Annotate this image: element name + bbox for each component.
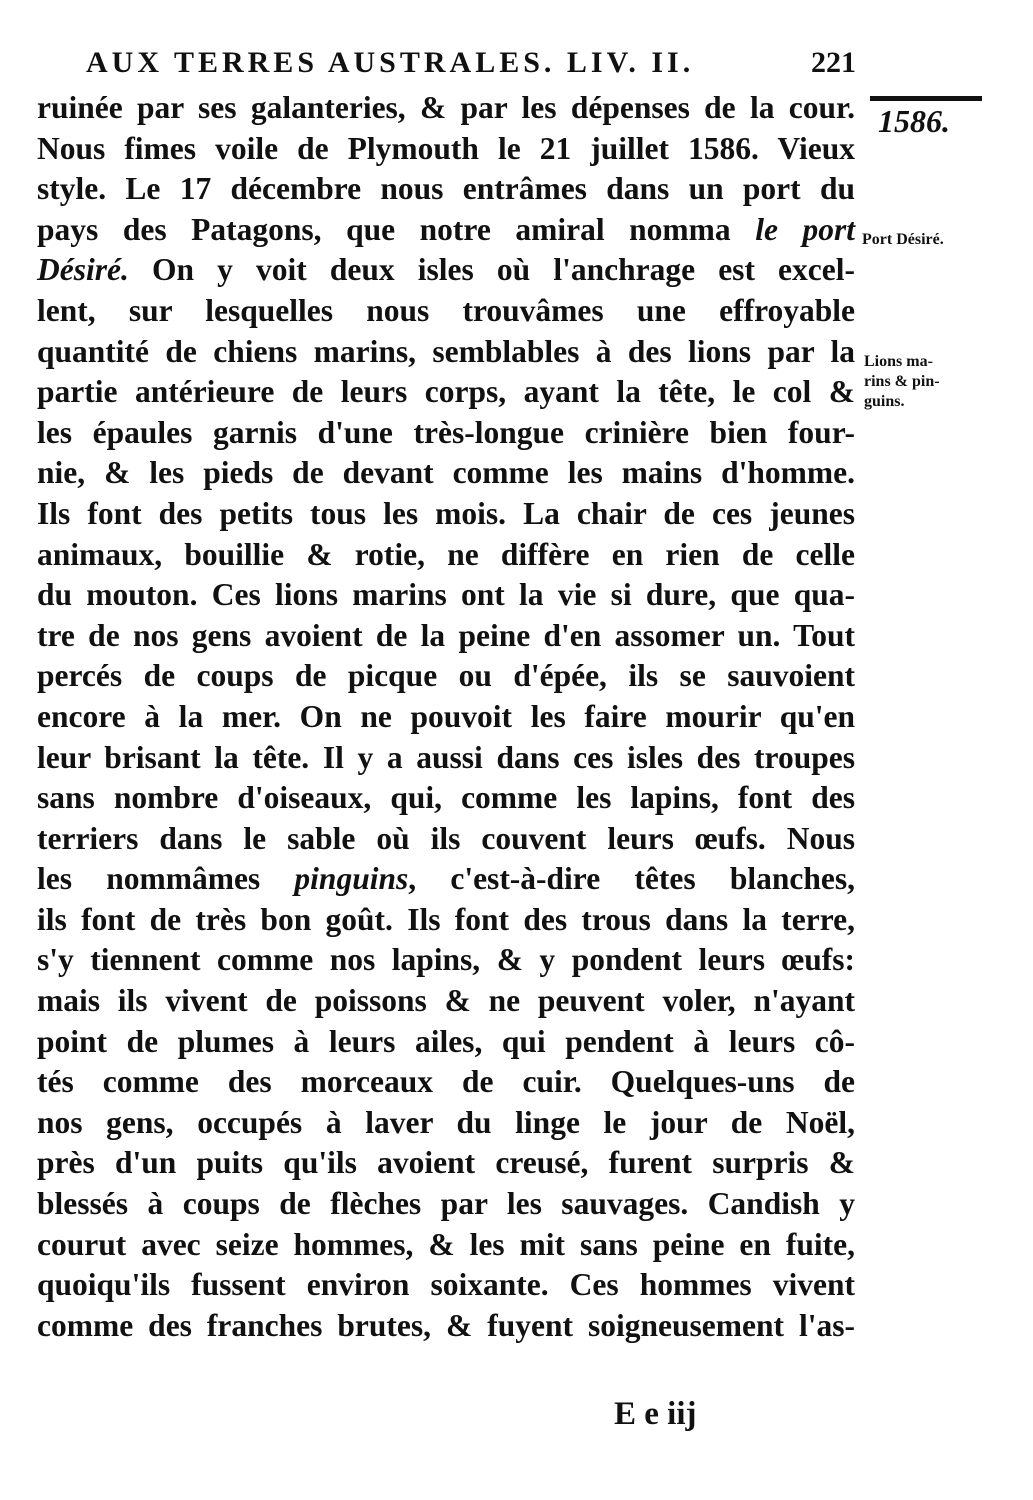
text-line: ruinée par ses galanteries, & par les dépenses de la cour.	[37, 90, 855, 125]
text-line: point de plumes à leurs ailes, qui pendent à leurs cô-	[37, 1023, 855, 1059]
running-header	[86, 46, 856, 88]
text-line: pays des Patagons, que notre amiral nomma le port	[37, 211, 855, 247]
text-line: ils font de très bon goût. Ils font des trous dans la terre,	[37, 901, 855, 937]
text-line: les épaules garnis d'une très-longue crinière bien four-	[37, 414, 855, 450]
text-line: s'y tiennent comme nos lapins, & y pondent leurs œufs:	[37, 942, 855, 978]
text-line: animaux, bouillie & rotie, ne diffère en rien de celle	[37, 536, 855, 572]
margin-note-lions-line: guins.	[864, 393, 905, 410]
text-line: sans nombre d'oiseaux, qui, comme les lapins, font des	[37, 780, 855, 816]
text-line: quantité de chiens marins, semblables à des lions par la	[37, 333, 855, 369]
text-line: terriers dans le sable où ils couvent leurs œufs. Nous	[37, 820, 855, 856]
margin-note-lions	[864, 352, 984, 412]
page-number: 221	[811, 46, 856, 79]
margin-note-port: Port Désiré.	[862, 231, 944, 248]
text-line: près d'un puits qu'ils avoient creusé, furent surpris &	[37, 1145, 855, 1181]
text-line: lent, sur lesquelles nous trouvâmes une effroyable	[37, 292, 855, 328]
text-line: leur brisant la tête. Il y a aussi dans ces isles des troupes	[37, 739, 855, 775]
text-line: comme des franches brutes, & fuyent soigneusement l'as-	[37, 1307, 855, 1343]
text-line: tés comme des morceaux de cuir. Quelques-uns de	[37, 1064, 855, 1100]
year-rule	[870, 96, 982, 101]
body-text	[37, 88, 855, 1346]
text-line: percés de coups de picque ou d'épée, ils se sauvoient	[37, 658, 855, 694]
signature-mark: E e iij	[614, 1396, 697, 1432]
text-line: Ils font des petits tous les mois. La chair de ces jeunes	[37, 495, 855, 531]
text-line: les nommâmes pinguins, c'est-à-dire têtes blanches,	[37, 861, 855, 897]
running-title: AUX TERRES AUSTRALES. LIV. II.	[86, 46, 695, 79]
text-line: partie antérieure de leurs corps, ayant la tête, le col &	[37, 374, 855, 410]
text-line: Désiré. On y voit deux isles où l'anchrage est excel-	[37, 252, 855, 288]
text-line: courut avec seize hommes, & les mit sans peine en fuite,	[37, 1226, 855, 1262]
text-line: encore à la mer. On ne pouvoit les faire mourir qu'en	[37, 698, 855, 734]
text-line: style. Le 17 décembre nous entrâmes dans un port du	[37, 171, 855, 207]
text-line: quoiqu'ils fussent environ soixante. Ces hommes vivent	[37, 1267, 855, 1303]
text-line: mais ils vivent de poissons & ne peuvent voler, n'ayant	[37, 983, 855, 1019]
text-line: tre de nos gens avoient de la peine d'en assomer un. Tout	[37, 617, 855, 653]
text-line: nos gens, occupés à laver du linge le jour de Noël,	[37, 1104, 855, 1140]
text-line: blessés à coups de flèches par les sauvages. Candish y	[37, 1186, 855, 1222]
text-line: Nous fimes voile de Plymouth le 21 juillet 1586. Vieux	[37, 130, 855, 166]
margin-year: 1586.	[878, 103, 950, 139]
text-line: du mouton. Ces lions marins ont la vie si dure, que qua-	[37, 577, 855, 613]
margin-note-lions-line: Lions ma-	[864, 353, 933, 370]
text-line: nie, & les pieds de devant comme les mains d'homme.	[37, 455, 855, 491]
margin-note-lions-line: rins & pin-	[864, 373, 940, 390]
